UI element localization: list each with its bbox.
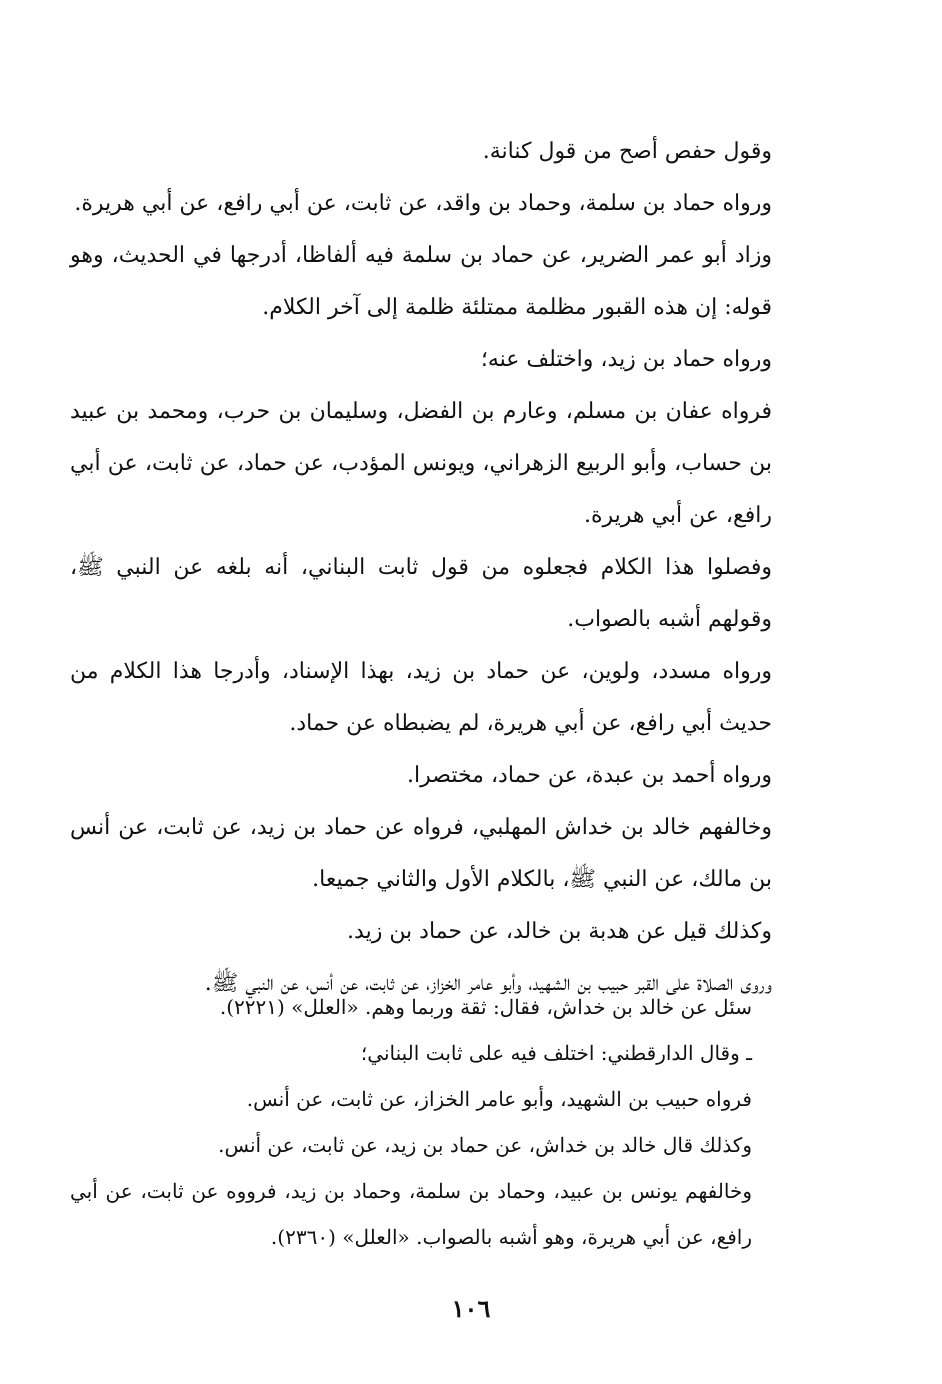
main-text	[70, 126, 812, 1010]
note-1: سئل عن خالد بن خداش، فقال: ثقة وربما وهم. «العلل» (٢٢٢١).	[219, 995, 752, 1019]
paragraph-5: فرواه عفان بن مسلم، وعارم بن الفضل، وسليمان بن حرب، ومحمد بن عبيد بن حساب، وأبو الربيع الزهراني، ويونس المؤدب، عن حماد، عن ثابت، عن أبي رافع، عن أبي هريرة.	[70, 399, 772, 528]
paragraph-1: وقول حفص أصح من قول كنانة.	[482, 139, 772, 164]
note-2: ـ وقال الدارقطني: اختلف فيه على ثابت البناني؛	[360, 1041, 752, 1065]
paragraph-6: وفصلوا هذا الكلام فجعلوه من قول ثابت البناني، أنه بلغه عن النبي ﷺ، وقولهم أشبه بالصواب.	[70, 555, 772, 632]
note-3: فرواه حبيب بن الشهيد، وأبو عامر الخزاز، عن ثابت، عن أنس.	[246, 1087, 752, 1111]
paragraph-11: وروى الصلاة على القبر حبيب بن الشهيد، وأبو عامر الخزاز، عن ثابت، عن أنس، عن النبي ﷺ.	[204, 971, 772, 996]
page-number: ١٠٦	[451, 1294, 491, 1323]
note-5: وخالفهم يونس بن عبيد، وحماد بن سلمة، وحماد بن زيد، فرووه عن ثابت، عن أبي رافع، عن أبي هريرة، وهو أشبه بالصواب. «العلل» (٢٣٦٠).	[70, 1179, 752, 1249]
paragraph-9: وخالفهم خالد بن خداش المهلبي، فرواه عن حماد بن زيد، عن ثابت، عن أنس بن مالك، عن النبي ﷺ، بالكلام الأول والثاني جميعا.	[70, 815, 772, 892]
paragraph-3: وزاد أبو عمر الضرير، عن حماد بن سلمة فيه ألفاظا، أدرجها في الحديث، وهو قوله: إن هذه القبور مظلمة ممتلئة ظلمة إلى آخر الكلام.	[70, 243, 772, 320]
paragraph-2: ورواه حماد بن سلمة، وحماد بن واقد، عن ثابت، عن أبي رافع، عن أبي هريرة.	[74, 191, 772, 216]
paragraph-10: وكذلك قيل عن هدبة بن خالد، عن حماد بن زيد.	[347, 919, 772, 944]
paragraph-4: ورواه حماد بن زيد، واختلف عنه؛	[480, 347, 772, 372]
notes-section	[70, 984, 812, 1260]
note-4: وكذلك قال خالد بن خداش، عن حماد بن زيد، عن ثابت، عن أنس.	[218, 1133, 752, 1157]
paragraph-7: ورواه مسدد، ولوين، عن حماد بن زيد، بهذا الإسناد، وأدرجا هذا الكلام من حديث أبي رافع، عن أبي هريرة، لم يضبطاه عن حماد.	[70, 659, 772, 736]
paragraph-8: ورواه أحمد بن عبدة، عن حماد، مختصرا.	[407, 763, 772, 788]
